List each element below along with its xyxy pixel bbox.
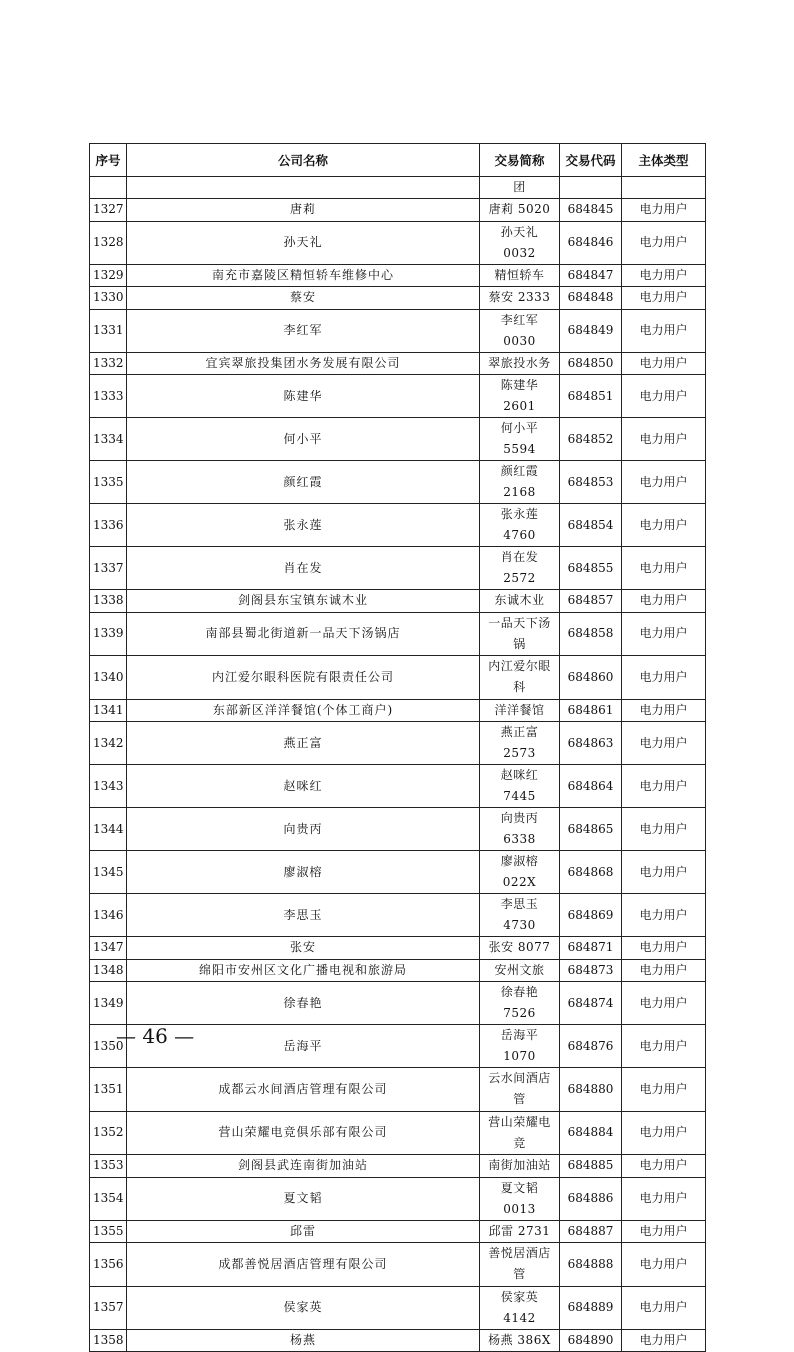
trade-abbr-cell: 一品天下汤锅	[480, 612, 560, 656]
serial-cell: 1335	[90, 461, 127, 504]
company-name-cell: 侯家英	[127, 1286, 480, 1329]
company-name-cell: 内江爱尔眼科医院有限责任公司	[127, 656, 480, 700]
company-name-cell: 李思玉	[127, 894, 480, 937]
company-name-cell: 唐莉	[127, 199, 480, 222]
trade-abbr-cell: 岳海平 1070	[480, 1025, 560, 1068]
table-row	[90, 959, 706, 982]
serial-cell: 1327	[90, 199, 127, 222]
entity-type-cell: 电力用户	[622, 287, 706, 310]
trade-abbr-cell: 赵咪红 7445	[480, 765, 560, 808]
trade-code-cell: 684868	[560, 851, 622, 894]
entity-type-cell: 电力用户	[622, 352, 706, 375]
trade-code-cell: 684848	[560, 287, 622, 310]
serial-cell: 1339	[90, 612, 127, 656]
serial-cell: 1329	[90, 264, 127, 287]
trade-abbr-cell: 陈建华 2601	[480, 375, 560, 418]
entity-type-cell: 电力用户	[622, 1111, 706, 1155]
trade-code-cell: 684847	[560, 264, 622, 287]
company-name-cell: 何小平	[127, 418, 480, 461]
serial-cell: 1346	[90, 894, 127, 937]
serial-cell: 1358	[90, 1329, 127, 1352]
trade-code-cell: 684869	[560, 894, 622, 937]
serial-cell: 1341	[90, 699, 127, 722]
table-row	[90, 722, 706, 765]
company-name-cell: 陈建华	[127, 375, 480, 418]
trade-abbr-cell: 善悦居酒店管	[480, 1243, 560, 1287]
serial-cell: 1355	[90, 1220, 127, 1243]
serial-cell: 1328	[90, 221, 127, 264]
table-row	[90, 221, 706, 264]
trade-abbr-cell: 侯家英 4142	[480, 1286, 560, 1329]
table-row	[90, 375, 706, 418]
table-row	[90, 1155, 706, 1178]
company-name-cell: 孙天礼	[127, 221, 480, 264]
serial-cell: 1338	[90, 590, 127, 613]
trade-code-cell: 684850	[560, 352, 622, 375]
page-number: — 46 —	[116, 1024, 195, 1048]
trade-code-cell: 684845	[560, 199, 622, 222]
entity-type-cell	[622, 177, 706, 199]
trade-abbr-cell: 何小平 5594	[480, 418, 560, 461]
trade-code-cell: 684853	[560, 461, 622, 504]
company-name-cell: 剑阁县武连南街加油站	[127, 1155, 480, 1178]
table-row	[90, 287, 706, 310]
company-name-cell: 颜红霞	[127, 461, 480, 504]
table-row	[90, 1286, 706, 1329]
header-serial: 序号	[90, 144, 127, 177]
trade-code-cell: 684861	[560, 699, 622, 722]
company-name-cell: 成都善悦居酒店管理有限公司	[127, 1243, 480, 1287]
entity-type-cell: 电力用户	[622, 656, 706, 700]
entity-type-cell: 电力用户	[622, 199, 706, 222]
serial-cell: 1333	[90, 375, 127, 418]
trade-abbr-cell: 李思玉 4730	[480, 894, 560, 937]
entity-type-cell: 电力用户	[622, 1243, 706, 1287]
serial-cell: 1334	[90, 418, 127, 461]
table-row	[90, 851, 706, 894]
table-row	[90, 699, 706, 722]
trade-code-cell: 684890	[560, 1329, 622, 1352]
table-row	[90, 612, 706, 656]
company-name-cell: 邱雷	[127, 1220, 480, 1243]
entity-type-cell: 电力用户	[622, 1177, 706, 1220]
serial-cell: 1344	[90, 808, 127, 851]
serial-cell: 1342	[90, 722, 127, 765]
table-row	[90, 1177, 706, 1220]
trade-code-cell: 684858	[560, 612, 622, 656]
company-name-cell: 成都云水间酒店管理有限公司	[127, 1068, 480, 1112]
serial-cell: 1349	[90, 982, 127, 1025]
serial-cell: 1340	[90, 656, 127, 700]
trade-abbr-cell: 安州文旅	[480, 959, 560, 982]
trade-code-cell: 684849	[560, 309, 622, 352]
company-name-cell: 夏文韬	[127, 1177, 480, 1220]
trade-code-cell: 684852	[560, 418, 622, 461]
trade-abbr-cell: 张永莲 4760	[480, 504, 560, 547]
trade-abbr-cell: 东诚木业	[480, 590, 560, 613]
entity-type-cell: 电力用户	[622, 375, 706, 418]
trade-abbr-cell: 营山荣耀电竞	[480, 1111, 560, 1155]
trade-code-cell: 684857	[560, 590, 622, 613]
entity-type-cell: 电力用户	[622, 221, 706, 264]
serial-cell	[90, 177, 127, 199]
trade-abbr-cell: 内江爱尔眼科	[480, 656, 560, 700]
trade-code-cell: 684846	[560, 221, 622, 264]
entity-type-cell: 电力用户	[622, 1329, 706, 1352]
serial-cell: 1356	[90, 1243, 127, 1287]
entity-type-cell: 电力用户	[622, 851, 706, 894]
company-name-cell: 东部新区洋洋餐馆(个体工商户)	[127, 699, 480, 722]
table-row	[90, 1329, 706, 1352]
company-name-cell: 宜宾翠旅投集团水务发展有限公司	[127, 352, 480, 375]
entity-type-cell: 电力用户	[622, 1068, 706, 1112]
serial-cell: 1336	[90, 504, 127, 547]
header-trade-code: 交易代码	[560, 144, 622, 177]
trade-code-cell: 684854	[560, 504, 622, 547]
trade-abbr-cell: 颜红霞 2168	[480, 461, 560, 504]
table-row	[90, 894, 706, 937]
entity-type-cell: 电力用户	[622, 722, 706, 765]
table-row	[90, 1068, 706, 1112]
company-name-cell: 南部县蜀北街道新一品天下汤锅店	[127, 612, 480, 656]
entity-type-cell: 电力用户	[622, 309, 706, 352]
trade-code-cell: 684860	[560, 656, 622, 700]
trade-code-cell: 684884	[560, 1111, 622, 1155]
company-name-cell: 杨燕	[127, 1329, 480, 1352]
entity-type-cell: 电力用户	[622, 547, 706, 590]
trade-code-cell: 684864	[560, 765, 622, 808]
table-row	[90, 765, 706, 808]
serial-cell: 1345	[90, 851, 127, 894]
serial-cell: 1343	[90, 765, 127, 808]
entity-type-cell: 电力用户	[622, 1155, 706, 1178]
serial-cell: 1357	[90, 1286, 127, 1329]
company-name-cell: 绵阳市安州区文化广播电视和旅游局	[127, 959, 480, 982]
table-row	[90, 590, 706, 613]
company-name-cell: 剑阁县东宝镇东诚木业	[127, 590, 480, 613]
entity-type-cell: 电力用户	[622, 937, 706, 960]
trade-abbr-cell: 燕正富 2573	[480, 722, 560, 765]
table-row	[90, 264, 706, 287]
header-entity-type: 主体类型	[622, 144, 706, 177]
entity-type-cell: 电力用户	[622, 1025, 706, 1068]
table-row	[90, 352, 706, 375]
table-body	[90, 177, 706, 1352]
entity-type-cell: 电力用户	[622, 1286, 706, 1329]
trade-abbr-cell: 精恒轿车	[480, 264, 560, 287]
trade-code-cell: 684880	[560, 1068, 622, 1112]
trade-code-cell: 684873	[560, 959, 622, 982]
serial-cell: 1350	[90, 1025, 127, 1068]
entity-type-cell: 电力用户	[622, 808, 706, 851]
trade-code-cell: 684851	[560, 375, 622, 418]
trade-code-cell: 684888	[560, 1243, 622, 1287]
trade-abbr-cell: 孙天礼 0032	[480, 221, 560, 264]
company-name-cell: 张永莲	[127, 504, 480, 547]
table-header-row	[90, 144, 706, 177]
serial-cell: 1332	[90, 352, 127, 375]
company-name-cell: 向贵丙	[127, 808, 480, 851]
company-name-cell	[127, 177, 480, 199]
trade-code-cell: 684865	[560, 808, 622, 851]
trade-abbr-cell: 李红军 0030	[480, 309, 560, 352]
trade-abbr-cell: 洋洋餐馆	[480, 699, 560, 722]
entity-type-cell: 电力用户	[622, 264, 706, 287]
trade-code-cell: 684886	[560, 1177, 622, 1220]
table-row	[90, 418, 706, 461]
entity-type-cell: 电力用户	[622, 590, 706, 613]
entity-type-cell: 电力用户	[622, 612, 706, 656]
table-row	[90, 309, 706, 352]
trade-code-cell: 684876	[560, 1025, 622, 1068]
table-row	[90, 461, 706, 504]
trade-abbr-cell: 徐春艳 7526	[480, 982, 560, 1025]
serial-cell: 1337	[90, 547, 127, 590]
trade-abbr-cell: 团	[480, 177, 560, 199]
trade-abbr-cell: 肖在发 2572	[480, 547, 560, 590]
entity-type-cell: 电力用户	[622, 982, 706, 1025]
entity-type-cell: 电力用户	[622, 699, 706, 722]
trade-abbr-cell: 杨燕 386X	[480, 1329, 560, 1352]
serial-cell: 1353	[90, 1155, 127, 1178]
trade-abbr-cell: 邱雷 2731	[480, 1220, 560, 1243]
serial-cell: 1347	[90, 937, 127, 960]
trade-abbr-cell: 翠旅投水务	[480, 352, 560, 375]
company-name-cell: 蔡安	[127, 287, 480, 310]
trade-abbr-cell: 云水间酒店管	[480, 1068, 560, 1112]
table-row	[90, 937, 706, 960]
entity-type-cell: 电力用户	[622, 1220, 706, 1243]
trade-code-cell: 684887	[560, 1220, 622, 1243]
company-name-cell: 李红军	[127, 309, 480, 352]
entity-type-cell: 电力用户	[622, 504, 706, 547]
serial-cell: 1351	[90, 1068, 127, 1112]
trade-code-cell: 684871	[560, 937, 622, 960]
trade-code-cell: 684855	[560, 547, 622, 590]
serial-cell: 1348	[90, 959, 127, 982]
trade-abbr-cell: 唐莉 5020	[480, 199, 560, 222]
trade-abbr-cell: 向贵丙 6338	[480, 808, 560, 851]
table-row	[90, 504, 706, 547]
entity-type-cell: 电力用户	[622, 461, 706, 504]
entity-type-cell: 电力用户	[622, 894, 706, 937]
serial-cell: 1331	[90, 309, 127, 352]
trade-abbr-cell: 张安 8077	[480, 937, 560, 960]
table-row	[90, 199, 706, 222]
table-row	[90, 982, 706, 1025]
trade-abbr-cell: 蔡安 2333	[480, 287, 560, 310]
trade-code-cell: 684889	[560, 1286, 622, 1329]
entity-type-cell: 电力用户	[622, 765, 706, 808]
trade-code-cell: 684874	[560, 982, 622, 1025]
table-row	[90, 1243, 706, 1287]
trade-abbr-cell: 南街加油站	[480, 1155, 560, 1178]
company-name-cell: 赵咪红	[127, 765, 480, 808]
trade-code-cell: 684863	[560, 722, 622, 765]
entity-type-cell: 电力用户	[622, 418, 706, 461]
company-name-cell: 岳海平	[127, 1025, 480, 1068]
header-trade-abbr: 交易简称	[480, 144, 560, 177]
company-table	[89, 143, 706, 1352]
table-row	[90, 656, 706, 700]
trade-abbr-cell: 夏文韬 0013	[480, 1177, 560, 1220]
table-row	[90, 1111, 706, 1155]
entity-type-cell: 电力用户	[622, 959, 706, 982]
company-name-cell: 燕正富	[127, 722, 480, 765]
company-name-cell: 张安	[127, 937, 480, 960]
company-name-cell: 南充市嘉陵区精恒轿车维修中心	[127, 264, 480, 287]
trade-abbr-cell: 廖淑榕 022X	[480, 851, 560, 894]
trade-code-cell	[560, 177, 622, 199]
company-name-cell: 营山荣耀电竞俱乐部有限公司	[127, 1111, 480, 1155]
serial-cell: 1330	[90, 287, 127, 310]
table-row	[90, 177, 706, 199]
table-row	[90, 1220, 706, 1243]
serial-cell: 1354	[90, 1177, 127, 1220]
table-row	[90, 547, 706, 590]
header-company-name: 公司名称	[127, 144, 480, 177]
table-row	[90, 808, 706, 851]
company-name-cell: 徐春艳	[127, 982, 480, 1025]
trade-code-cell: 684885	[560, 1155, 622, 1178]
company-name-cell: 廖淑榕	[127, 851, 480, 894]
company-name-cell: 肖在发	[127, 547, 480, 590]
serial-cell: 1352	[90, 1111, 127, 1155]
